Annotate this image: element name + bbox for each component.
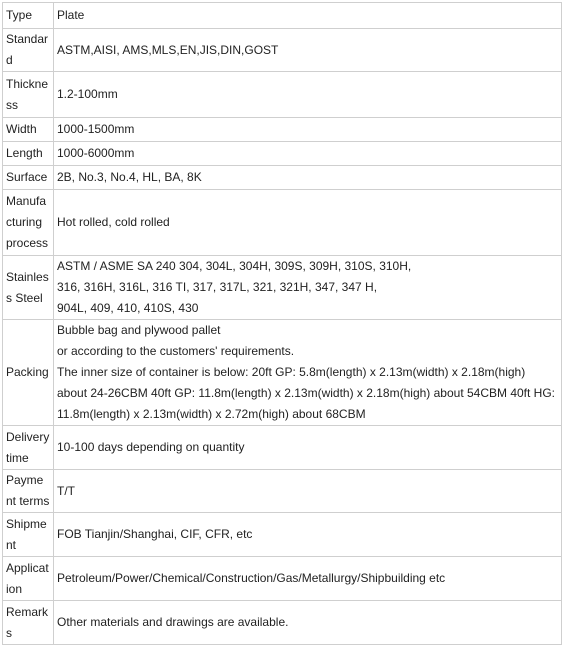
row-value bbox=[54, 3, 562, 29]
value-line: 1.2-100mm bbox=[57, 87, 118, 101]
table-row bbox=[3, 29, 562, 72]
value-line: 904L, 409, 410, 410S, 430 bbox=[57, 301, 199, 315]
row-key: Width bbox=[3, 118, 54, 142]
value-line: Hot rolled, cold rolled bbox=[57, 215, 170, 229]
row-key: Payment terms bbox=[3, 470, 54, 513]
row-value bbox=[54, 470, 562, 513]
row-key: Stainless Steel bbox=[3, 256, 54, 320]
value-line: 2B, No.3, No.4, HL, BA, 8K bbox=[57, 170, 202, 184]
table-row bbox=[3, 118, 562, 142]
table-row bbox=[3, 470, 562, 513]
value-line: FOB Tianjin/Shanghai, CIF, CFR, etc bbox=[57, 527, 253, 541]
row-key: Standard bbox=[3, 29, 54, 72]
row-key: Surface bbox=[3, 166, 54, 190]
row-key: Length bbox=[3, 142, 54, 166]
row-key: Packing bbox=[3, 320, 54, 426]
row-key: Thickness bbox=[3, 72, 54, 118]
table-row bbox=[3, 320, 562, 426]
table-row bbox=[3, 601, 562, 645]
row-key: Application bbox=[3, 557, 54, 601]
table-row bbox=[3, 166, 562, 190]
row-value bbox=[54, 72, 562, 118]
value-line: 316, 316H, 316L, 316 TI, 317, 317L, 321, 321H, 347, 347 H, bbox=[57, 280, 378, 294]
value-line: Other materials and drawings are available. bbox=[57, 615, 289, 629]
row-key: Manufacturing process bbox=[3, 190, 54, 256]
row-value bbox=[54, 256, 562, 320]
value-line: ASTM,AISI, AMS,MLS,EN,JIS,DIN,GOST bbox=[57, 42, 279, 57]
table-row bbox=[3, 513, 562, 557]
row-value bbox=[54, 426, 562, 470]
row-value bbox=[54, 513, 562, 557]
value-line: ASTM / ASME SA 240 304, 304L, 304H, 309S, 309H, 310S, 310H, bbox=[57, 259, 412, 273]
row-key: Remarks bbox=[3, 601, 54, 645]
value-line: 10-100 days depending on quantity bbox=[57, 440, 245, 454]
row-value bbox=[54, 166, 562, 190]
table-row bbox=[3, 142, 562, 166]
value-line: Plate bbox=[57, 8, 85, 22]
table-row bbox=[3, 3, 562, 29]
table-row bbox=[3, 190, 562, 256]
row-key: Type bbox=[3, 3, 54, 29]
value-line: 1000-1500mm bbox=[57, 122, 135, 136]
row-value bbox=[54, 320, 562, 426]
row-value bbox=[54, 190, 562, 256]
spec-table bbox=[2, 2, 562, 645]
table-row bbox=[3, 557, 562, 601]
value-line: T/T bbox=[57, 483, 75, 498]
table-row bbox=[3, 72, 562, 118]
row-value bbox=[54, 142, 562, 166]
row-value bbox=[54, 557, 562, 601]
row-value bbox=[54, 118, 562, 142]
row-key: Delivery time bbox=[3, 426, 54, 470]
value-line: 1000-6000mm bbox=[57, 146, 135, 160]
row-value bbox=[54, 29, 562, 72]
row-key: Shipment bbox=[3, 513, 54, 557]
value-line: Petroleum/Power/Chemical/Construction/Gas/Metallurgy/Shipbuilding etc bbox=[57, 571, 446, 585]
table-row bbox=[3, 256, 562, 320]
table-row bbox=[3, 426, 562, 470]
value-line: Bubble bag and plywood pallet bbox=[57, 323, 221, 337]
value-line: or according to the customers' requirements. bbox=[57, 344, 295, 358]
row-value bbox=[54, 601, 562, 645]
value-line: The inner size of container is below: 20ft GP: 5.8m(length) x 2.13m(width) x 2.18m(high) about 24-26CBM 40ft GP: 11.8m(length) x 2.13m(width) x 2.18m(high) about 54CBM 40ft HG: 11.8m(length) x 2.13m(width) x 2.72m(high) about 68CBM bbox=[57, 365, 556, 421]
